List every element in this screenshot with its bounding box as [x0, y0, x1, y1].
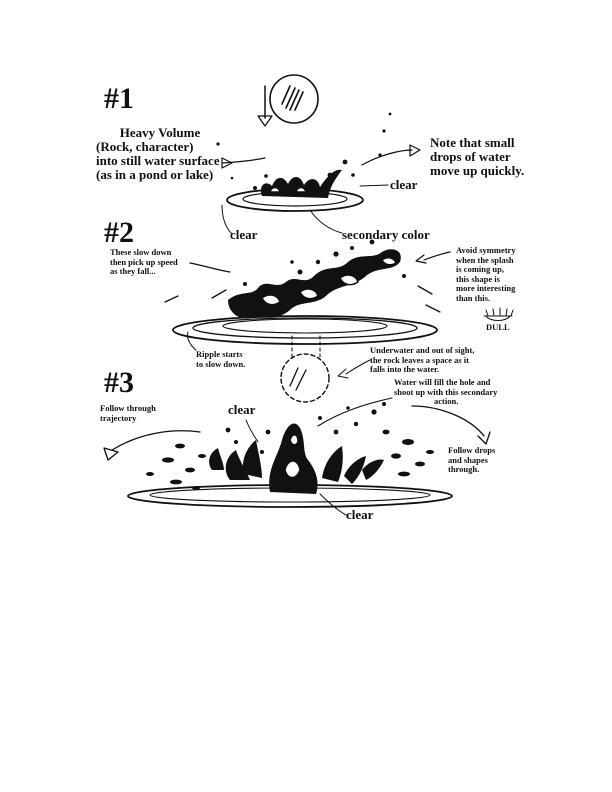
- note-avoid-symmetry: Avoid symmetry when the splash is coming up, this shape is more interesting than this.: [456, 245, 516, 303]
- note-heavy-volume: Heavy Volume (Rock, character) into still water surface (as in a pond or lake): [96, 125, 220, 182]
- note-follow-drops: Follow drops and shapes through.: [448, 445, 496, 474]
- note-underwater: Underwater and out of sight, the rock leaves a space as it falls into the water.: [370, 345, 475, 374]
- note-water-fill: Water will fill the hole and shoot up with this secondary action.: [394, 377, 498, 406]
- note-small-drops: Note that small drops of water move up quickly.: [430, 135, 525, 178]
- note-clear-right: clear: [390, 177, 418, 192]
- note-secondary-color: secondary color: [342, 227, 430, 242]
- note-clear-bottom: clear: [346, 507, 374, 522]
- note-ripple: Ripple starts to slow down.: [196, 349, 246, 369]
- rock-circle: [270, 75, 318, 123]
- section-number-2: #2: [104, 216, 134, 249]
- note-clear-top: clear: [228, 402, 256, 417]
- section-1-drawing: [216, 75, 420, 234]
- note-slow-down: These slow down then pick up speed as they fall...: [110, 247, 178, 276]
- note-dull: DULL: [486, 322, 510, 332]
- note-clear-left: clear: [230, 227, 258, 242]
- note-follow-through: Follow through trajectory: [100, 403, 156, 423]
- section-number-3: #3: [104, 366, 134, 399]
- section-number-1: #1: [104, 82, 134, 115]
- section-3-drawing: [104, 398, 490, 516]
